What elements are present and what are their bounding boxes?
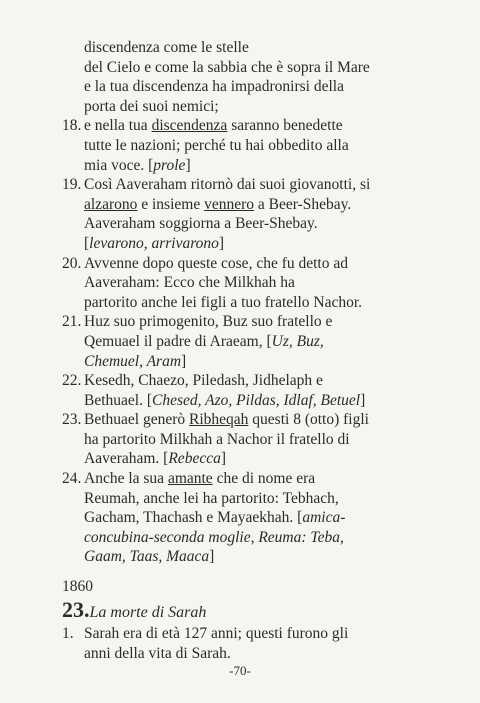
- text-line: Avvenne dopo queste cose, che fu detto ad: [84, 254, 348, 272]
- text-line: Bethuael. [Chesed, Azo, Pildas, Idlaf, Betuel]: [84, 391, 366, 409]
- chapter-verse-1: [62, 624, 422, 663]
- text-line: Reumah, anche lei ha partorito: Tebhach,: [84, 489, 339, 507]
- text-line: Aaveraham. [Rebecca]: [84, 450, 227, 468]
- underlined-word: alzarono: [84, 195, 138, 213]
- verse-number: 19.: [62, 176, 82, 194]
- continuation-text: [62, 38, 412, 116]
- verse-1: [62, 624, 422, 663]
- chapter-title: La morte di Sarah: [89, 604, 207, 621]
- verse-18: [62, 116, 412, 175]
- text-line: Kesedh, Chaezo, Piledash, Jidhelaph e: [84, 372, 323, 390]
- verse-number: 21.: [62, 313, 82, 331]
- text-line: Qemuael il padre di Araeam, [Uz, Buz,: [84, 332, 324, 350]
- text-line: Bethuael generò Ribheqah questi 8 (otto) figli: [84, 411, 369, 429]
- text-line: Chemuel, Aram]: [84, 352, 187, 370]
- italic-note: Uz, Buz,: [271, 332, 324, 350]
- italic-note: prole: [153, 156, 186, 174]
- text-line: Anche la sua amante che di nome era: [84, 470, 316, 488]
- text-line: anni della vita di Sarah.: [84, 644, 231, 662]
- verse-24: [62, 469, 412, 567]
- italic-note: Rebecca: [168, 450, 221, 468]
- text-line: mia voce. [prole]: [84, 156, 191, 174]
- italic-note: concubina-seconda moglie, Reuma: Teba,: [84, 528, 344, 546]
- text-line: Aaveraham soggiorna a Beer-Shebay.: [84, 215, 318, 233]
- chapter-heading: [62, 597, 206, 623]
- text-line: Aaveraham: Ecco che Milkhah ha: [84, 274, 295, 292]
- text-line: Così Aaveraham ritornò dai suoi giovanotti, si: [84, 176, 371, 194]
- italic-note: Chemuel, Aram: [84, 352, 182, 370]
- text-line: Huz suo primogenito, Buz suo fratello e: [84, 313, 333, 331]
- italic-note: Chesed, Azo, Pildas, Idlaf, Betuel: [152, 391, 361, 409]
- verse-number: 18.: [62, 117, 82, 135]
- text-line: Gacham, Thachash e Mayaekhah. [amica-: [84, 509, 346, 527]
- verse-23: [62, 410, 412, 469]
- text-line: e nella tua discendenza saranno benedette: [84, 117, 343, 135]
- text-line: Sarah era di età 127 anni; questi furono gli: [84, 625, 349, 642]
- verse-block: [62, 38, 412, 567]
- verse-number: 23.: [62, 411, 82, 429]
- text-line: ha partorito Milkhah a Nachor il fratello di: [84, 430, 350, 448]
- underlined-word: Ribheqah: [189, 411, 249, 429]
- italic-note: Gaam, Taas, Maaca: [84, 548, 210, 566]
- year-marker: 1860: [62, 578, 93, 595]
- verse-21: [62, 312, 412, 371]
- verse-20: [62, 254, 412, 313]
- text-line: del Cielo e come la sabbia che è sopra il Mare: [84, 58, 370, 76]
- verse-number: 22.: [62, 372, 82, 390]
- text-line: [84, 528, 412, 548]
- verse-number: 24.: [62, 470, 82, 488]
- verse-19: [62, 175, 412, 253]
- text-line: [levarono, arrivarono]: [84, 234, 225, 252]
- text-line: porta dei suoi nemici;: [84, 97, 219, 115]
- chapter-number: 23.: [62, 597, 90, 622]
- text-line: tutte le nazioni; perché tu hai obbedito alla: [84, 136, 349, 154]
- verse-number: 1.: [62, 625, 74, 642]
- page-number: -70-: [229, 663, 251, 678]
- verse-number: 20.: [62, 254, 82, 272]
- text-line: partorito anche lei figli a tuo fratello Nachor.: [84, 293, 363, 311]
- underlined-word: vennero: [204, 195, 254, 213]
- verse-22: [62, 371, 412, 410]
- underlined-word: discendenza: [151, 117, 228, 135]
- underlined-word: amante: [167, 470, 213, 488]
- text-line: e la tua discendenza ha impadronirsi della: [84, 78, 344, 96]
- text-line: discendenza come le stelle: [84, 39, 249, 56]
- italic-note: amica-: [302, 509, 346, 527]
- italic-note: levarono, arrivarono: [89, 234, 219, 252]
- text-line: Gaam, Taas, Maaca]: [84, 548, 215, 566]
- text-line: alzarono e insieme vennero a Beer-Shebay.: [84, 195, 352, 213]
